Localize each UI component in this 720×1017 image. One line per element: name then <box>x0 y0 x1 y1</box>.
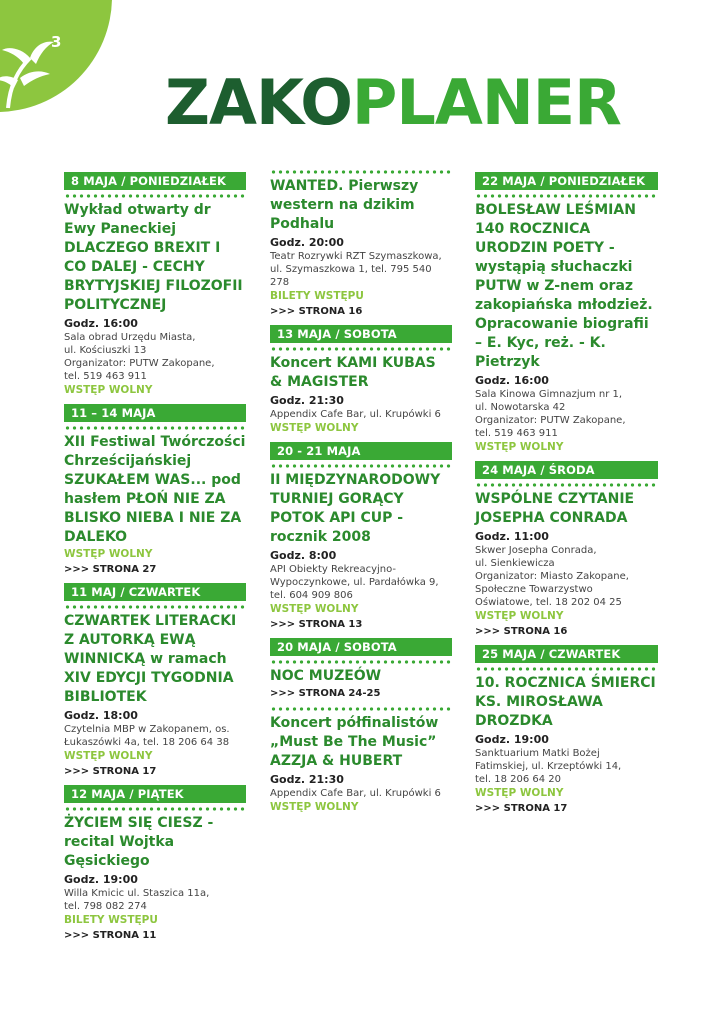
dotted-divider <box>270 170 452 174</box>
event-info-line: Sanktuarium Matki Bożej <box>475 748 600 759</box>
event-info-line: Sala Kinowa Gimnazjum nr 1, <box>475 389 623 400</box>
event-time: Godz. 19:00 <box>475 733 549 746</box>
event-block <box>475 172 658 455</box>
entry-tag: BILETY WSTĘPU <box>270 290 364 302</box>
dotted-divider <box>270 707 452 711</box>
dotted-divider <box>475 194 658 198</box>
event-title: WSPÓLNE CZYTANIE JOSEPHA CONRADA <box>475 491 635 526</box>
page-reference: >>> STRONA 11 <box>64 930 157 941</box>
page-reference: >>> STRONA 16 <box>475 626 568 637</box>
page-number: 3 <box>51 33 62 51</box>
event-title: ŻYCIEM SIĘ CIESZ - recital Wojtka Gęsickiego <box>64 815 214 869</box>
event-info-line: tel. 604 909 806 <box>270 590 353 601</box>
page-reference: >>> STRONA 17 <box>64 766 157 777</box>
page-reference: >>> STRONA 13 <box>270 619 363 630</box>
event-info-line: Organizator: PUTW Zakopane, <box>64 358 215 369</box>
event-info-line: tel. 519 463 911 <box>475 428 558 439</box>
event-block <box>475 645 658 816</box>
entry-tag: WSTĘP WOLNY <box>270 801 359 813</box>
event-info-line: Willa Kmicic ul. Staszica 11a, <box>64 888 210 899</box>
event-info-line: ul. Szymaszkowa 1, tel. 795 540 278 <box>270 264 432 288</box>
event-block <box>475 461 658 639</box>
event-info-line: Appendix Cafe Bar, ul. Krupówki 6 <box>270 788 441 799</box>
event-info-line: Teatr Rozrywki RZT Szymaszkowa, <box>270 251 442 262</box>
event-time: Godz. 16:00 <box>64 317 138 330</box>
entry-tag: WSTĘP WOLNY <box>270 603 359 615</box>
page-reference: >>> STRONA 17 <box>475 803 568 814</box>
event-time: Godz. 16:00 <box>475 374 549 387</box>
event-title: Wykład otwarty dr Ewy Paneckiej DLACZEGO BREXIT I CO DALEJ - CECHY BRYTYJSKIEJ FILOZOFII POLITYCZNEJ <box>64 202 243 313</box>
event-title: NOC MUZEÓW <box>270 668 382 684</box>
date-header: 20 - 21 MAJA <box>270 442 452 460</box>
event-time: Godz. 18:00 <box>64 709 138 722</box>
event-info-line: tel. 519 463 911 <box>64 371 147 382</box>
date-header: 24 MAJA / ŚRODA <box>475 461 658 479</box>
event-block <box>64 404 246 577</box>
event-block <box>270 325 452 436</box>
event-info-line: Organizator: Miasto Zakopane, <box>475 571 629 582</box>
dotted-divider <box>270 464 452 468</box>
event-block <box>64 172 246 398</box>
date-header: 25 MAJA / CZWARTEK <box>475 645 658 663</box>
event-title: BOLESŁAW LEŚMIAN 140 ROCZNICA URODZIN POETY - wystąpią słuchaczki PUTW w Z-nem oraz zakopiańska młodzież. Opracowanie biografii – E. Kyc, reż. - K. Pietrzyk <box>475 202 653 370</box>
dotted-divider <box>64 605 246 609</box>
column-middle <box>270 166 452 821</box>
event-info-line: Fatimskiej, ul. Krzeptówki 14, <box>475 761 622 772</box>
logo <box>165 66 621 139</box>
event-info-line: Organizator: PUTW Zakopane, <box>475 415 626 426</box>
event-info-line: Sala obrad Urzędu Miasta, <box>64 332 196 343</box>
page-reference: >>> STRONA 24-25 <box>270 688 381 699</box>
logo-planer: PLANER <box>351 66 621 139</box>
entry-tag: WSTĘP WOLNY <box>475 441 564 453</box>
event-info-line: ul. Kościuszki 13 <box>64 345 147 356</box>
event-info-line: ul. Sienkiewicza <box>475 558 555 569</box>
dotted-divider <box>64 807 246 811</box>
dotted-divider <box>64 194 246 198</box>
event-info-line: Łukaszówki 4a, tel. 18 206 64 38 <box>64 737 230 748</box>
entry-tag: WSTĘP WOLNY <box>475 610 564 622</box>
event-title: WANTED. Pierwszy western na dzikim Podhalu <box>270 178 419 232</box>
entry-tag: WSTĘP WOLNY <box>64 750 153 762</box>
date-header: 11 – 14 MAJA <box>64 404 246 422</box>
event-info-line: API Obiekty Rekreacyjno- <box>270 564 397 575</box>
event-time: Godz. 21:30 <box>270 773 344 786</box>
event-title: II MIĘDZYNARODOWY TURNIEJ GORĄCY POTOK API CUP - rocznik 2008 <box>270 472 441 545</box>
page-reference: >>> STRONA 16 <box>270 306 363 317</box>
page-reference: >>> STRONA 27 <box>64 564 157 575</box>
entry-tag: WSTĘP WOLNY <box>64 384 153 396</box>
event-info-line: Oświatowe, tel. 18 202 04 25 <box>475 597 622 608</box>
event-block <box>64 785 246 943</box>
event-block <box>64 583 246 779</box>
date-header: 13 MAJA / SOBOTA <box>270 325 452 343</box>
dotted-divider <box>270 660 452 664</box>
event-block <box>270 707 452 815</box>
date-header: 8 MAJA / PONIEDZIAŁEK <box>64 172 246 190</box>
date-header: 20 MAJA / SOBOTA <box>270 638 452 656</box>
event-title: Koncert KAMI KUBAS & MAGISTER <box>270 355 436 390</box>
event-time: Godz. 8:00 <box>270 549 337 562</box>
entry-tag: WSTĘP WOLNY <box>270 422 359 434</box>
column-right <box>475 166 658 822</box>
event-info-line: ul. Nowotarska 42 <box>475 402 566 413</box>
entry-tag: WSTĘP WOLNY <box>64 548 153 560</box>
dotted-divider <box>64 426 246 430</box>
event-block <box>270 442 452 632</box>
date-header: 22 MAJA / PONIEDZIAŁEK <box>475 172 658 190</box>
dotted-divider <box>270 347 452 351</box>
event-info-line: Appendix Cafe Bar, ul. Krupówki 6 <box>270 409 441 420</box>
event-time: Godz. 21:30 <box>270 394 344 407</box>
event-block <box>270 638 452 701</box>
event-title: CZWARTEK LITERACKI Z AUTORKĄ EWĄ WINNICKĄ w ramach XIV EDYCJI TYGODNIA BIBLIOTEK <box>64 613 237 705</box>
event-block <box>270 170 452 319</box>
date-header: 12 MAJA / PIĄTEK <box>64 785 246 803</box>
event-info-line: Społeczne Towarzystwo <box>475 584 593 595</box>
event-info-line: tel. 798 082 274 <box>64 901 147 912</box>
event-title: 10. ROCZNICA ŚMIERCI KS. MIROSŁAWA DROZDKA <box>475 675 656 729</box>
event-title: Koncert półfinalistów „Must Be The Music” AZZJA & HUBERT <box>270 715 439 769</box>
column-left <box>64 166 246 949</box>
event-title: XII Festiwal Twórczości Chrześcijańskiej SZUKAŁEM WAS... pod hasłem PŁOŃ NIE ZA BLISKO NIEBA I NIE ZA DALEKO <box>64 434 246 545</box>
event-info-line: Wypoczynkowe, ul. Pardałówka 9, <box>270 577 439 588</box>
entry-tag: WSTĘP WOLNY <box>475 787 564 799</box>
event-time: Godz. 19:00 <box>64 873 138 886</box>
event-time: Godz. 20:00 <box>270 236 344 249</box>
event-info-line: tel. 18 206 64 20 <box>475 774 562 785</box>
date-header: 11 MAJ / CZWARTEK <box>64 583 246 601</box>
logo-zako: ZAKO <box>165 66 352 139</box>
dotted-divider <box>475 483 658 487</box>
event-info-line: Skwer Josepha Conrada, <box>475 545 597 556</box>
event-info-line: Czytelnia MBP w Zakopanem, os. <box>64 724 230 735</box>
event-time: Godz. 11:00 <box>475 530 549 543</box>
dotted-divider <box>475 667 658 671</box>
entry-tag: BILETY WSTĘPU <box>64 914 158 926</box>
